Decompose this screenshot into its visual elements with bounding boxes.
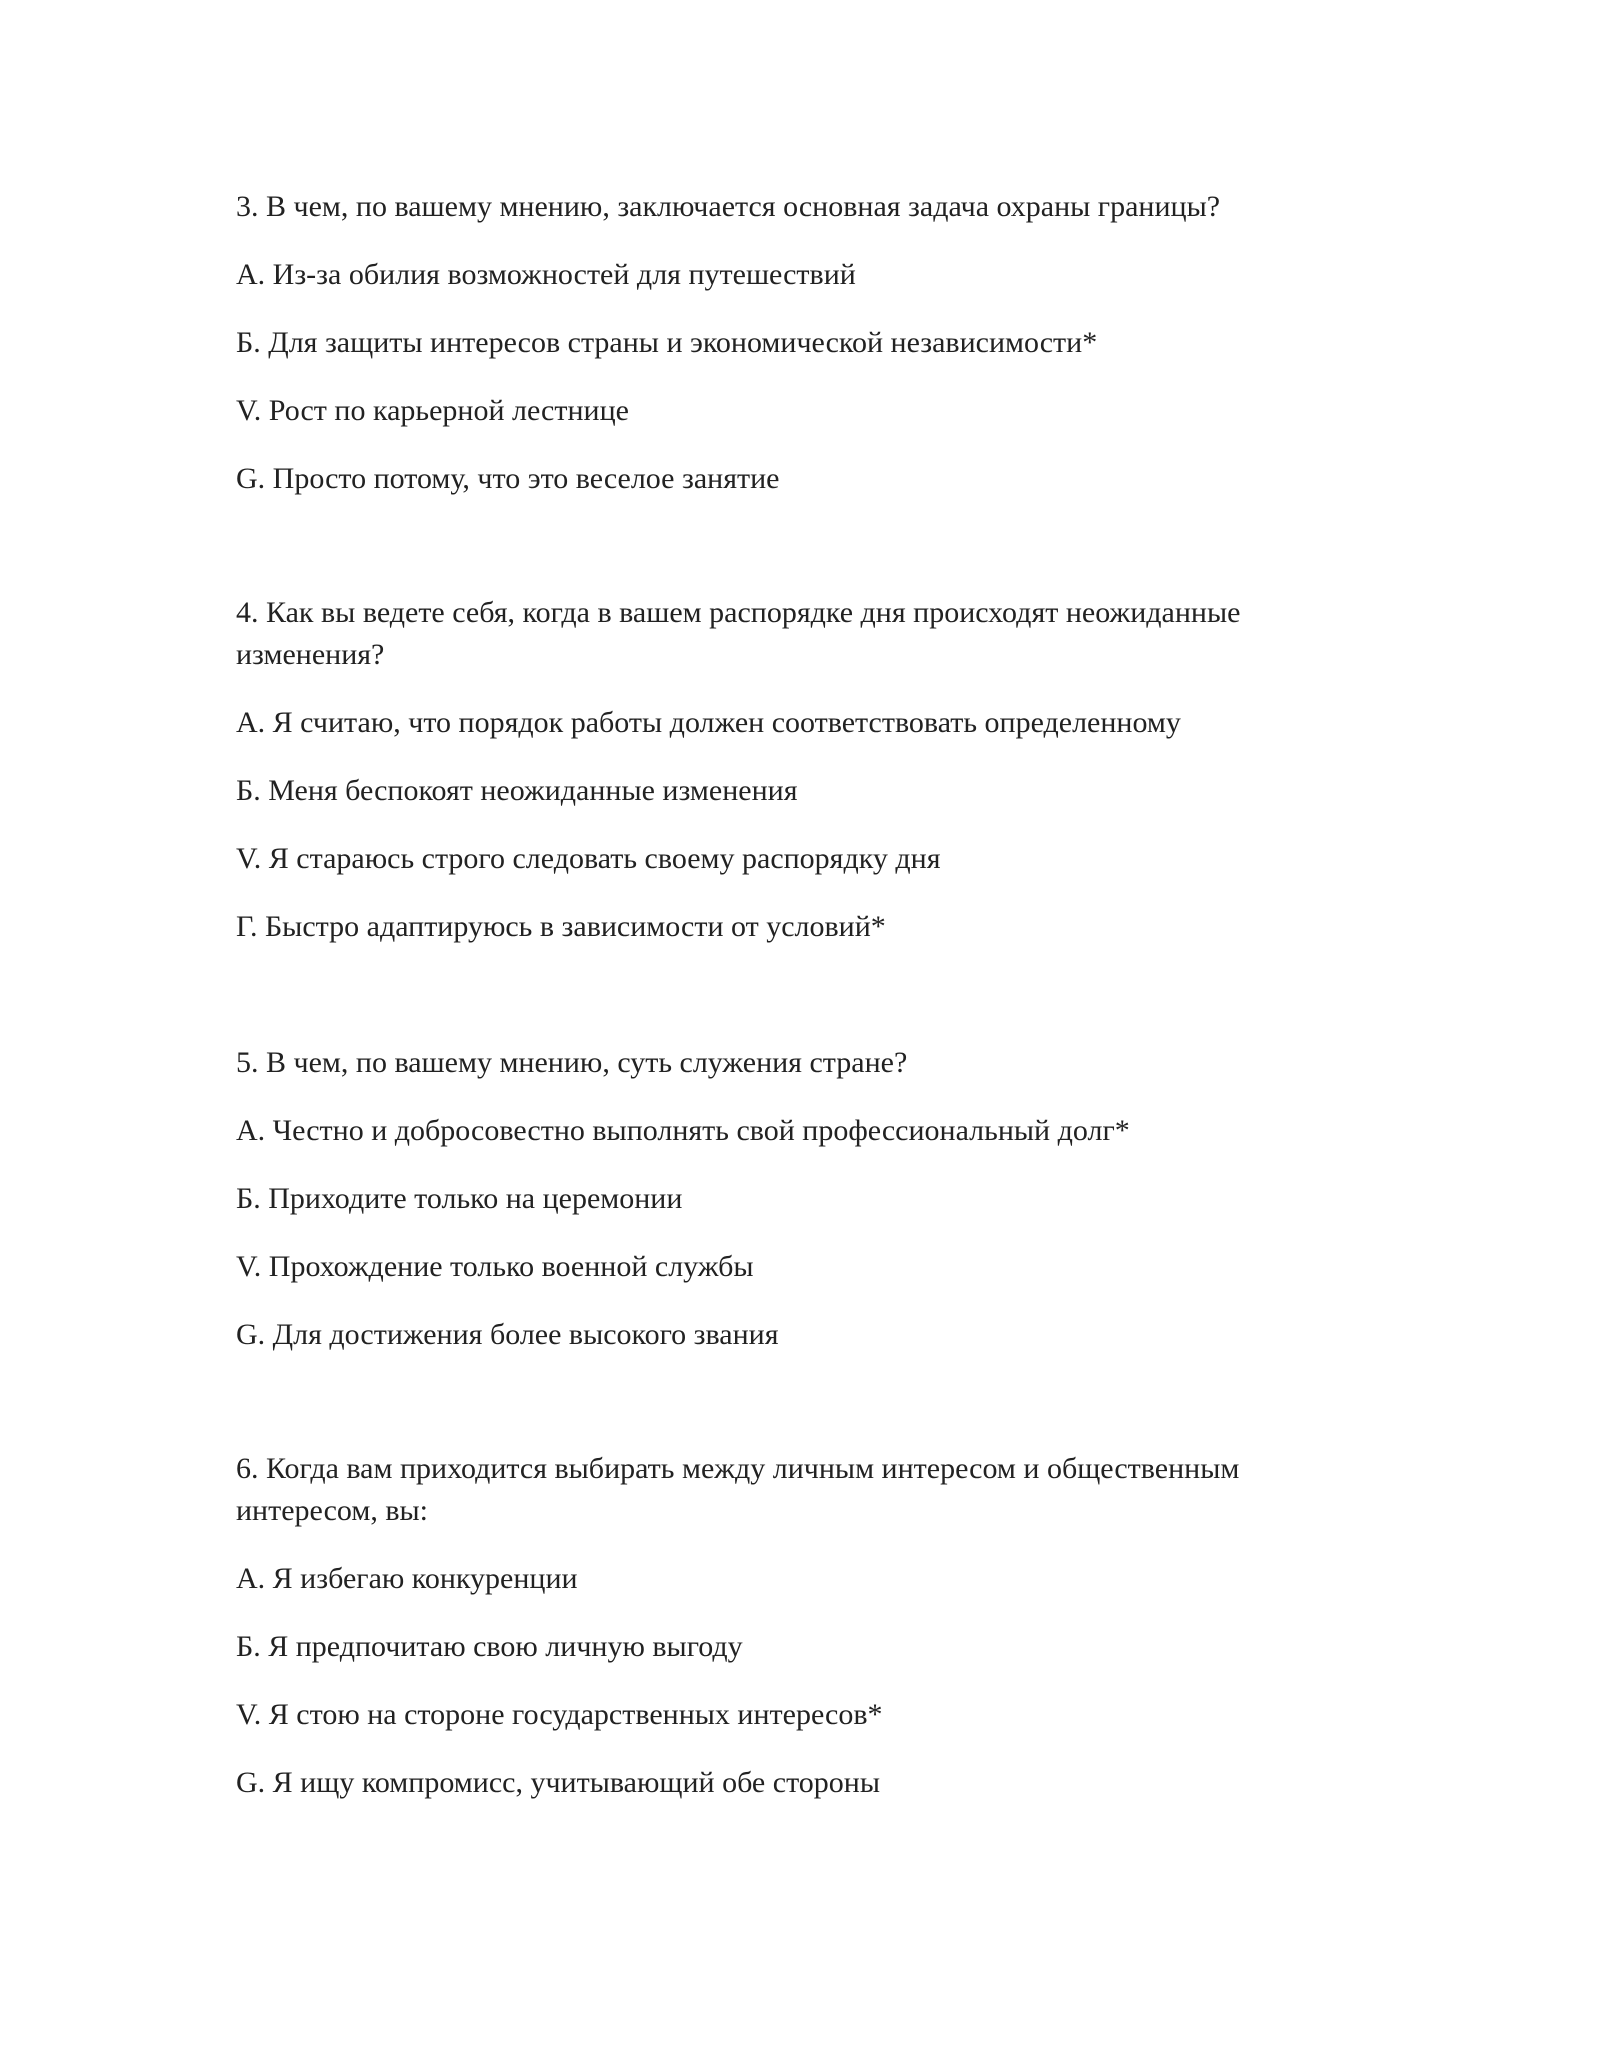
answer-option-v: V. Рост по карьерной лестнице: [236, 394, 629, 427]
answer-option-g: G. Я ищу компромисс, учитывающий обе стороны: [236, 1766, 880, 1799]
question-text: 6. Когда вам приходится выбирать между личным интересом и общественным интересом, вы:: [236, 1452, 1240, 1527]
answer-option-b: Б. Я предпочитаю свою личную выгоду: [236, 1630, 743, 1663]
question-5: [236, 1042, 1366, 1356]
question-text: 3. В чем, по вашему мнению, заключается основная задача охраны границы?: [236, 190, 1221, 223]
answer-option-b: Б. Для защиты интересов страны и экономической независимости*: [236, 326, 1098, 359]
answer-option-b: Б. Приходите только на церемонии: [236, 1182, 683, 1215]
answer-option-v: V. Я стараюсь строго следовать своему распорядку дня: [236, 842, 941, 875]
question-text: 4. Как вы ведете себя, когда в вашем распорядке дня происходят неожиданные изменения?: [236, 596, 1241, 671]
answer-option-b: Б. Меня беспокоят неожиданные изменения: [236, 774, 798, 807]
question-6: [236, 1448, 1366, 1804]
answer-option-v: V. Я стою на стороне государственных интересов*: [236, 1698, 883, 1731]
answer-option-g: Г. Быстро адаптируюсь в зависимости от условий*: [236, 910, 886, 943]
answer-option-a: А. Я избегаю конкуренции: [236, 1562, 578, 1595]
answer-option-v: V. Прохождение только военной службы: [236, 1250, 754, 1283]
answer-option-a: А. Я считаю, что порядок работы должен соответствовать определенному: [236, 706, 1181, 739]
answer-option-g: G. Просто потому, что это веселое занятие: [236, 462, 780, 495]
answer-option-g: G. Для достижения более высокого звания: [236, 1318, 779, 1351]
question-3: [236, 186, 1366, 500]
answer-option-a: А. Честно и добросовестно выполнять свой профессиональный долг*: [236, 1114, 1130, 1147]
answer-option-a: A. Из-за обилия возможностей для путешествий: [236, 258, 856, 291]
question-4: [236, 592, 1366, 948]
question-text: 5. В чем, по вашему мнению, суть служения стране?: [236, 1046, 908, 1079]
